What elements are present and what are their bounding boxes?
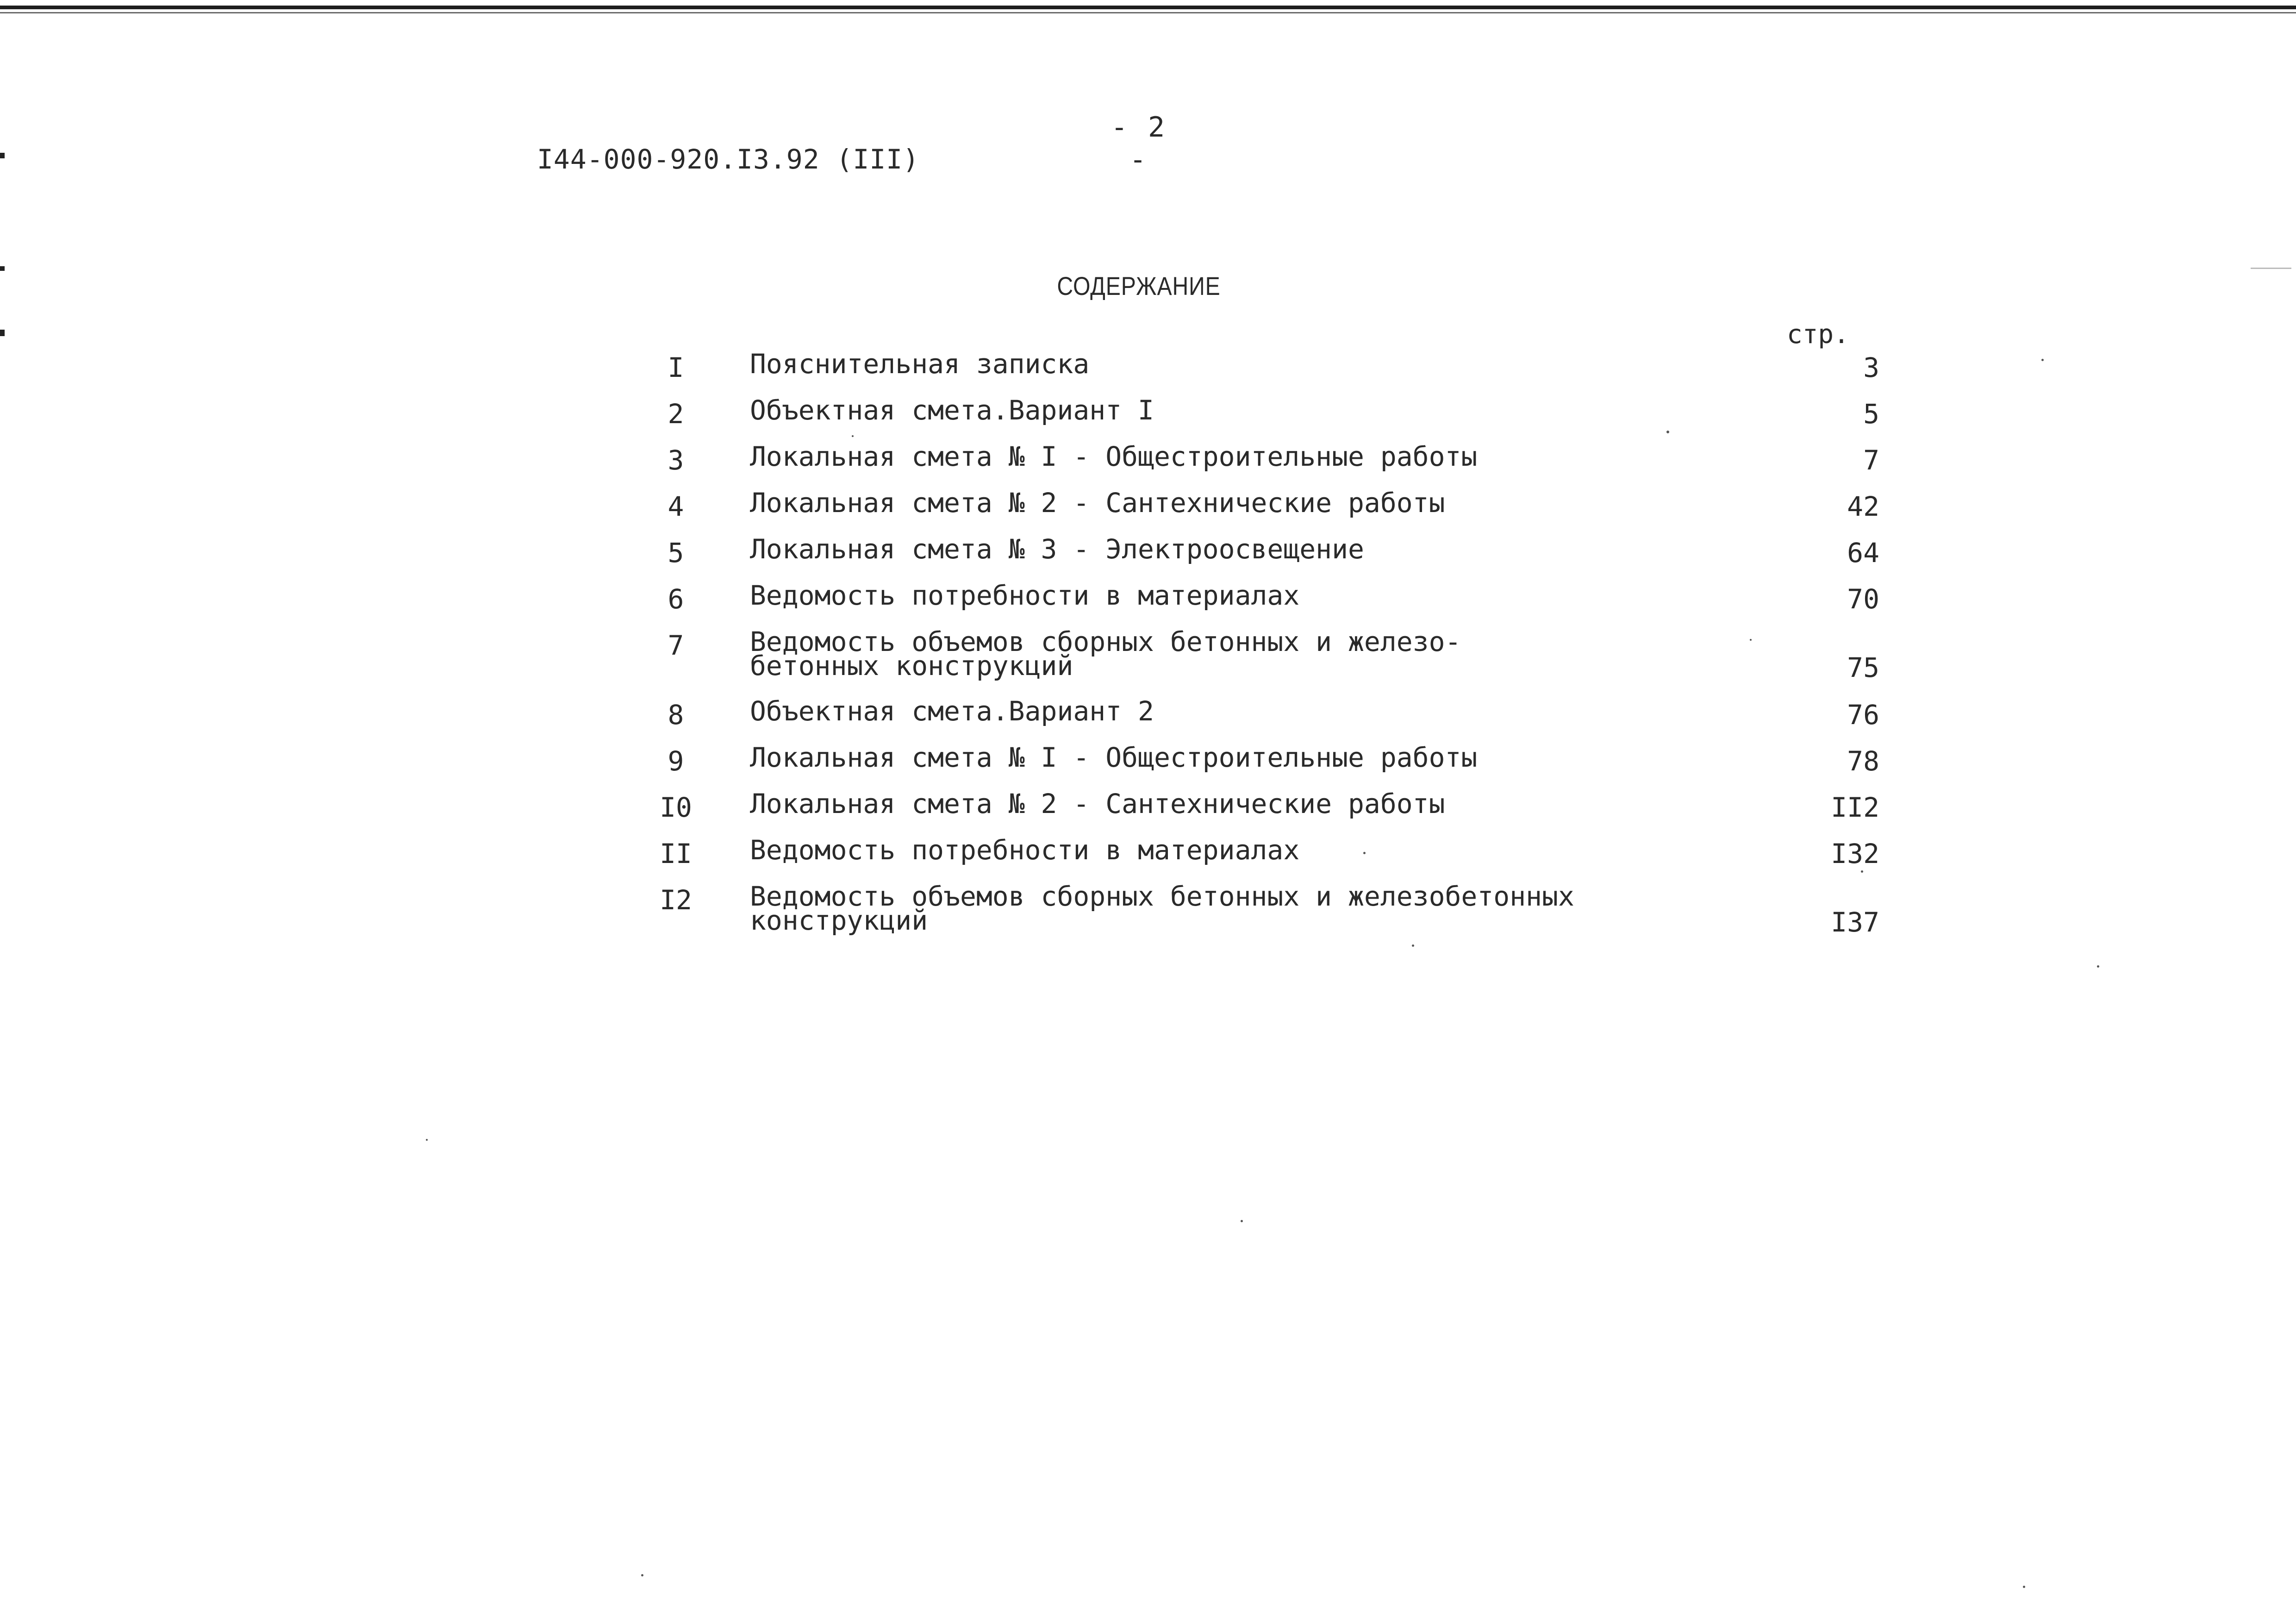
toc-title: СОДЕРЖАНИЕ xyxy=(1057,271,1221,300)
page-column-label: стр. xyxy=(1787,319,1849,350)
scan-speck xyxy=(852,435,854,437)
scan-edge-mark xyxy=(0,153,5,158)
toc-entry-title: Ведомость объемов сборных бетонных и железо- бетонных конструкций xyxy=(750,626,1461,681)
toc-entry-page: I37 xyxy=(1831,907,1879,938)
toc-entry-number: 8 xyxy=(668,699,684,731)
toc-entry-title: Ведомость потребности в материалах xyxy=(750,580,1300,611)
scan-speck xyxy=(1241,1220,1243,1222)
scan-speck xyxy=(2041,359,2044,361)
toc-entry-number: 9 xyxy=(668,745,684,777)
scan-speck xyxy=(426,1139,428,1141)
toc-entry-title: Локальная смета № 3 - Электроосвещение xyxy=(750,533,1364,565)
toc-entry-page: 7 xyxy=(1863,444,1879,476)
toc-entry xyxy=(648,348,1879,398)
toc-entry-number: 2 xyxy=(668,398,684,430)
toc-entry-title: Локальная смета № 2 - Сантехнические работы xyxy=(750,487,1445,519)
toc-entry-page: 3 xyxy=(1863,352,1879,383)
toc-entry-number: I2 xyxy=(660,884,692,916)
toc-entry xyxy=(648,881,1879,954)
toc-entry xyxy=(648,580,1879,630)
toc-entry-page: 64 xyxy=(1847,537,1879,569)
toc-entry-number: 6 xyxy=(668,583,684,615)
toc-entry-number: I xyxy=(668,352,684,383)
toc-entry-page: 5 xyxy=(1863,398,1879,430)
toc-entry xyxy=(648,834,1879,884)
scan-edge-mark xyxy=(0,266,5,271)
toc-entry xyxy=(648,533,1879,583)
table-of-contents xyxy=(648,348,1879,954)
toc-entry-number: 7 xyxy=(668,630,684,661)
scan-edge-mark xyxy=(0,330,5,336)
toc-entry-page: 78 xyxy=(1847,745,1879,777)
toc-entry xyxy=(648,742,1879,792)
toc-entry xyxy=(648,394,1879,444)
toc-entry-number: II xyxy=(660,838,692,869)
toc-entry-title: Локальная смета № I - Общестроительные работы xyxy=(750,742,1478,773)
toc-entry-page: 75 xyxy=(1847,652,1879,683)
scan-speck xyxy=(1363,852,1366,854)
toc-entry-title: Пояснительная записка xyxy=(750,348,1090,380)
top-border xyxy=(0,0,2296,16)
scan-speck xyxy=(2097,965,2099,968)
toc-entry-page: 70 xyxy=(1847,583,1879,615)
toc-entry xyxy=(648,695,1879,745)
toc-entry-title: Ведомость потребности в материалах xyxy=(750,834,1300,866)
scan-speck xyxy=(1666,431,1669,433)
toc-entry-page: 76 xyxy=(1847,699,1879,731)
toc-entry-number: 5 xyxy=(668,537,684,569)
margin-tick xyxy=(2251,268,2291,269)
scan-speck xyxy=(1750,639,1752,641)
toc-entry-title: Ведомость объемов сборных бетонных и железобетонных конструкций xyxy=(750,881,1574,936)
scan-speck xyxy=(1412,944,1414,947)
document-code: I44-000-920.I3.92 (III) xyxy=(537,144,920,175)
toc-entry-number: 3 xyxy=(668,444,684,476)
toc-entry-title: Локальная смета № 2 - Сантехнические работы xyxy=(750,788,1445,819)
scan-speck xyxy=(1861,870,1863,873)
toc-entry-page: II2 xyxy=(1831,792,1879,823)
toc-entry-title: Объектная смета.Вариант 2 xyxy=(750,695,1154,727)
scan-speck xyxy=(641,1574,643,1576)
toc-entry xyxy=(648,626,1879,699)
toc-entry-number: 4 xyxy=(668,491,684,522)
page-number: - 2 - xyxy=(1111,111,1167,176)
toc-entry xyxy=(648,788,1879,838)
toc-entry xyxy=(648,441,1879,491)
scan-speck xyxy=(2023,1586,2025,1588)
toc-entry-title: Объектная смета.Вариант I xyxy=(750,394,1154,426)
toc-entry-page: I32 xyxy=(1831,838,1879,869)
toc-entry xyxy=(648,487,1879,537)
toc-entry-number: I0 xyxy=(660,792,692,823)
toc-entry-title: Локальная смета № I - Общестроительные работы xyxy=(750,441,1478,472)
toc-entry-page: 42 xyxy=(1847,491,1879,522)
